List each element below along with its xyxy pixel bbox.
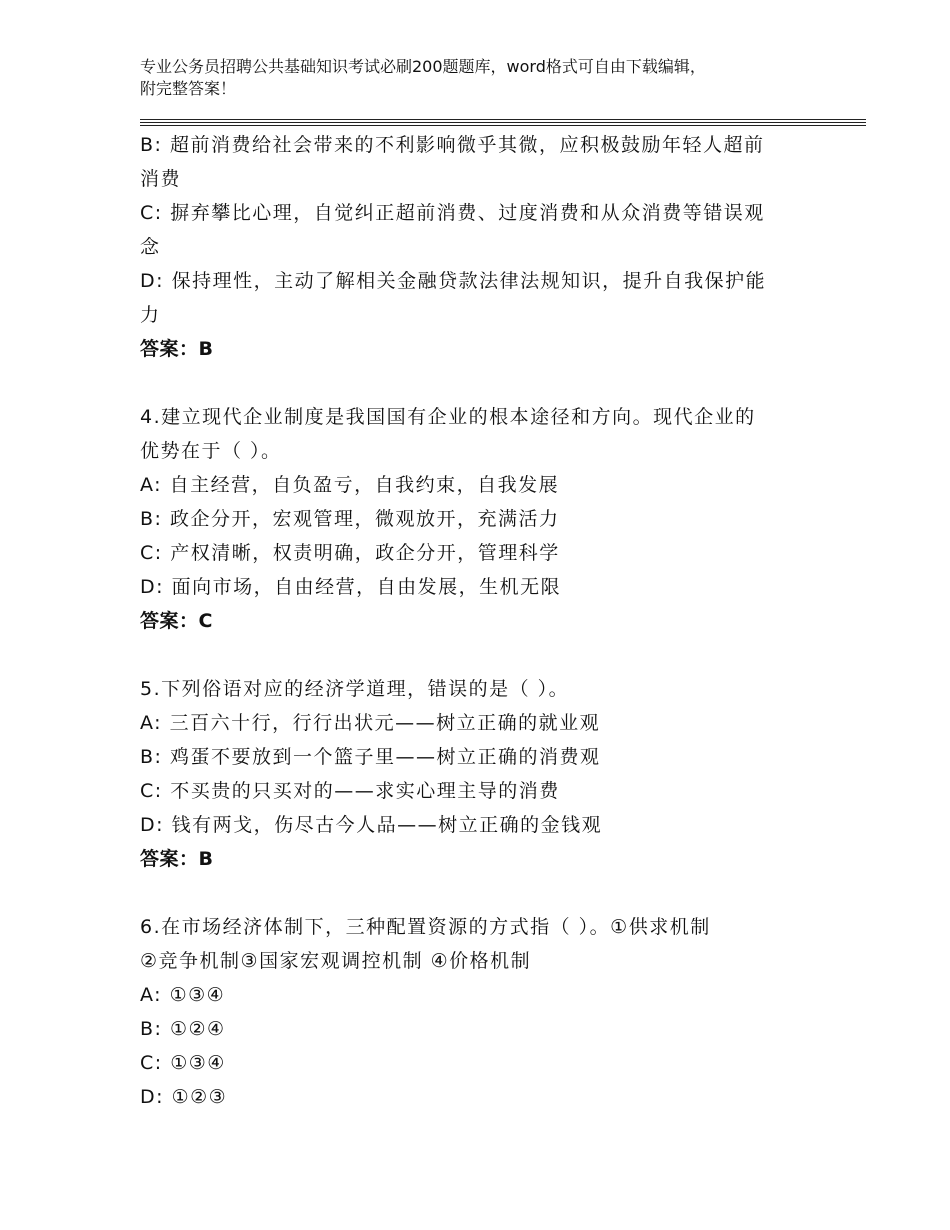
q4-answer: 答案：C [140, 610, 213, 632]
q5-answer: 答案：B [140, 848, 214, 870]
question-5 [140, 672, 820, 876]
question-spacer [140, 638, 820, 672]
q3-option-d-line-2: 力 [140, 304, 161, 326]
q6-stem-line-1: 6.在市场经济体制下，三种配置资源的方式指（ ）。①供求机制 [140, 916, 711, 938]
header-title-line-2: 附完整答案！ [140, 79, 237, 98]
q3-option-c-line-2: 念 [140, 236, 161, 258]
q4-stem-line-1: 4.建立现代企业制度是我国国有企业的根本途径和方向。现代企业的 [140, 406, 756, 428]
document-header [140, 56, 840, 100]
q3-option-b-line-2: 消费 [140, 168, 182, 190]
q6-option-a: A: ①③④ [140, 984, 226, 1006]
q5-option-b: B: 鸡蛋不要放到一个篮子里——树立正确的消费观 [140, 746, 601, 768]
question-list [140, 128, 820, 1114]
q6-stem-line-2: ②竞争机制③国家宏观调控机制 ④价格机制 [140, 950, 532, 972]
question-6 [140, 910, 820, 1114]
question-spacer [140, 876, 820, 910]
header-divider-bottom [140, 125, 866, 126]
q5-stem: 5.下列俗语对应的经济学道理，错误的是（ ）。 [140, 678, 570, 700]
q6-option-c: C: ①③④ [140, 1052, 226, 1074]
header-divider-top [140, 119, 866, 120]
q3-option-b-line-1: B: 超前消费给社会带来的不利影响微乎其微，应积极鼓励年轻人超前 [140, 134, 765, 156]
question-spacer [140, 366, 820, 400]
q5-option-a: A: 三百六十行，行行出状元——树立正确的就业观 [140, 712, 601, 734]
q3-answer: 答案：B [140, 338, 214, 360]
q5-option-c: C: 不买贵的只买对的——求实心理主导的消费 [140, 780, 560, 802]
q4-option-a: A: 自主经营，自负盈亏，自我约束，自我发展 [140, 474, 560, 496]
q4-stem-line-2: 优势在于（ ）。 [140, 440, 282, 462]
question-4 [140, 400, 820, 638]
q6-option-d: D: ①②③ [140, 1086, 228, 1108]
header-divider-middle [140, 122, 866, 123]
q6-option-b: B: ①②④ [140, 1018, 226, 1040]
q4-option-d: D: 面向市场，自由经营，自由发展，生机无限 [140, 576, 562, 598]
q4-option-b: B: 政企分开，宏观管理，微观放开，充满活力 [140, 508, 560, 530]
question-3-continued [140, 128, 820, 366]
q3-option-c-line-1: C: 摒弃攀比心理，自觉纠正超前消费、过度消费和从众消费等错误观 [140, 202, 765, 224]
q4-option-c: C: 产权清晰，权责明确，政企分开，管理科学 [140, 542, 560, 564]
header-title-line-1: 专业公务员招聘公共基础知识考试必刷200题题库，word格式可自由下载编辑， [140, 57, 706, 76]
q5-option-d: D: 钱有两戈，伤尽古今人品——树立正确的金钱观 [140, 814, 603, 836]
q3-option-d-line-1: D: 保持理性，主动了解相关金融贷款法律法规知识，提升自我保护能 [140, 270, 767, 292]
